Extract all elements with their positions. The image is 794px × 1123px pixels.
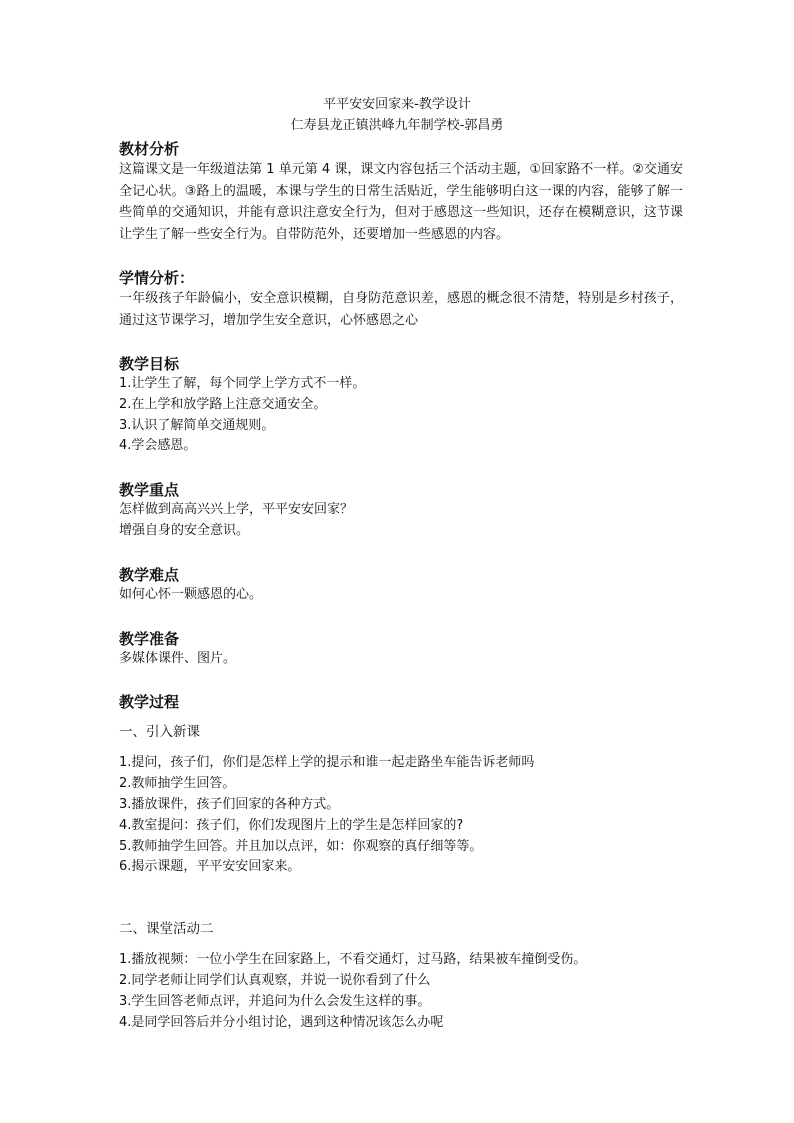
section-heading: 教学目标 [119,355,180,373]
list-item: 3.认识了解简单交通规则。 [119,417,275,433]
list-item: 2.教师抽学生回答。 [119,776,236,792]
section-difficulties [119,565,683,606]
list-item: 1.让学生了解，每个同学上学方式不一样。 [119,376,366,391]
document-body [119,139,683,1033]
section-heading: 学情分析： [119,269,195,287]
list-item: 3.播放课件，孩子们回家的各种方式。 [119,796,340,812]
section-paragraph: 一年级孩子年龄偏小，安全意识模糊，自身防范意识差，感恩的概念很不清楚，特别是乡村孩子，通过这节课学习，增加学生安全意识，心怀感恩之心 [119,291,683,328]
list-item: 1.提问，孩子们，你们是怎样上学的提示和谁一起走路坐车能告诉老师吗 [119,755,535,771]
list-item: 1.播放视频：一位小学生在回家路上，不看交通灯，过马路，结果被车撞倒受伤。 [119,952,587,968]
section-key-points [119,480,683,542]
section-heading: 教学过程 [119,693,180,712]
section-preparation [119,629,683,670]
list-item: 6.揭示课题，平平安安回家来。 [119,859,301,875]
list-item: 增强自身的安全意识。 [119,522,250,538]
list-item: 怎样做到高高兴兴上学，平平安安回家？ [119,502,354,518]
section-heading: 教学重点 [119,481,180,500]
list-item: 4.教室提问：孩子们，你们发现图片上的学生是怎样回家的? [119,817,464,833]
document-header [0,94,794,136]
list-item: 4.学会感恩。 [119,438,197,454]
list-item: 4.是同学回答后并分小组讨论，遇到这种情况该怎么办呢 [119,1014,444,1030]
process-part-title: 一、引入新课 [119,724,200,741]
list-item: 多媒体课件、图片。 [119,650,237,666]
section-students [119,268,683,331]
document-subtitle: 仁寿县龙正镇洪峰九年制学校-郭昌勇 [290,118,504,133]
section-heading: 教材分析 [119,140,180,158]
section-process [119,692,683,1033]
section-goals [119,354,683,457]
document-title: 平平安安回家来-教学设计 [323,97,471,112]
section-material [119,139,683,245]
section-paragraph: 这篇课文是一年级道法第 1 单元第 4 课，课文内容包括三个活动主题，①回家路不一样。②交通安全记心状。③路上的温暖，本课与学生的日常生活贴近，学生能够明白这一课的内容，能够了解一些简单的交通知识，并能有意识注意安全行为，但对于感恩这一些知识，还存在模糊意识，这节课让学生了解一些安全行为。自带防范外，还要增加一些感恩的内容。 [119,162,683,242]
section-heading: 教学难点 [119,565,180,584]
list-item: 2.在上学和放学路上注意交通安全。 [119,396,327,412]
process-part-title: 二、课堂活动二 [119,921,214,938]
list-item: 如何心怀一颗感恩的心。 [119,586,263,602]
list-item: 5.教师抽学生回答。并且加以点评，如：你观察的真仔细等等。 [119,838,483,854]
section-heading: 教学准备 [119,629,180,648]
list-item: 3.学生回答老师点评，并追问为什么会发生这样的事。 [119,993,431,1009]
list-item: 2.同学老师让同学们认真观察，并说一说你看到了什么 [119,972,431,988]
